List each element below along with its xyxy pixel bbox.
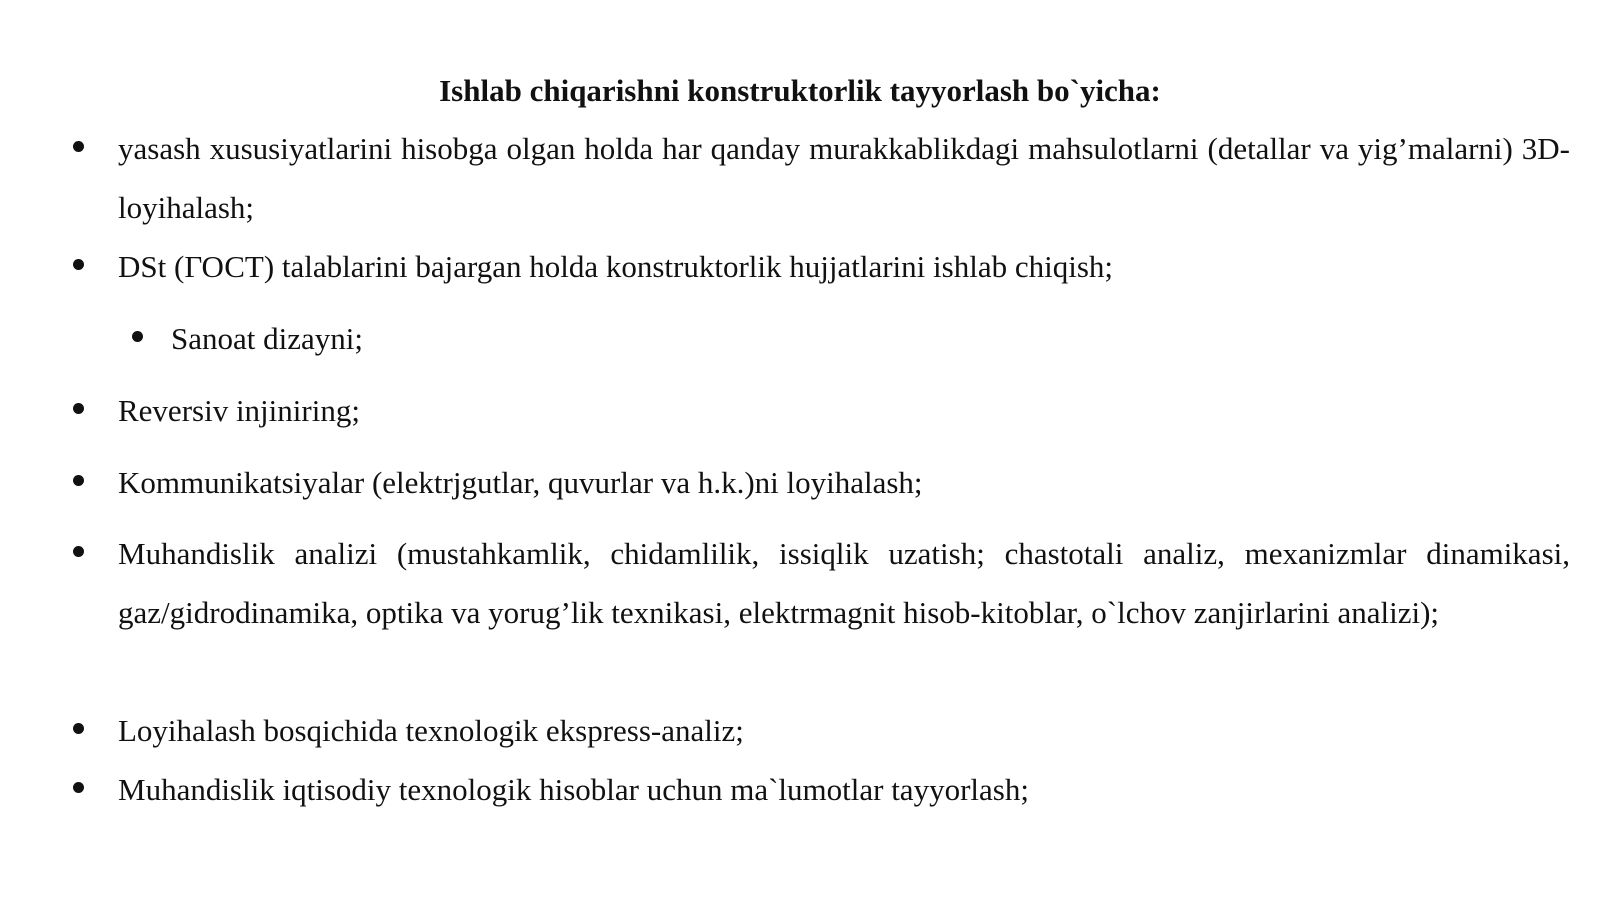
bullet-text: Reversiv injiniring; [118, 393, 360, 428]
bullet-icon [73, 403, 84, 414]
bullet-icon [73, 475, 84, 486]
bullet-icon [73, 259, 84, 270]
bullet-item-economic-data [118, 760, 1570, 819]
slide-title: Ishlab chiqarishni konstruktorlik tayyorlash bo`yicha: [439, 73, 1161, 108]
bullet-item-reverse-engineering [118, 381, 1570, 440]
bullet-text: yasash xususiyatlarini hisobga olgan holda har qanday murakkablikdagi mahsulotlarni (detallar va yig’malarni) 3D-loyihalash; [118, 131, 1570, 225]
bullet-text: DSt (ГОСТ) talablarini bajargan holda konstruktorlik hujjatlarini ishlab chiqish; [118, 249, 1113, 284]
bullet-text: Muhandislik analizi (mustahkamlik, chidamlilik, issiqlik uzatish; chastotali analiz, mexanizmlar dinamikasi, gaz/gidrodinamika, optika va yorug’lik texnikasi, elektrmagnit hisob-kitoblar, o`lchov zanjirlarini analizi); [118, 536, 1570, 630]
bullet-icon [73, 782, 84, 793]
bullet-item-engineering-analysis [118, 524, 1570, 642]
bullet-icon [73, 723, 84, 734]
bullet-text: Loyihalash bosqichida texnologik ekspress-analiz; [118, 713, 744, 748]
bullet-text: Muhandislik iqtisodiy texnologik hisoblar uchun ma`lumotlar tayyorlash; [118, 772, 1029, 807]
bullet-icon [132, 331, 143, 342]
bullet-text: Kommunikatsiyalar (elektrjgutlar, quvurlar va h.k.)ni loyihalash; [118, 465, 923, 500]
bullet-item-express-analysis [118, 701, 1570, 760]
bullet-text: Sanoat dizayni; [171, 321, 363, 356]
bullet-item-documentation [118, 237, 1570, 296]
bullet-icon [73, 141, 84, 152]
bullet-item-communications [118, 453, 1570, 512]
bullet-item-industrial-design [171, 309, 1471, 368]
bullet-icon [73, 546, 84, 557]
bullet-item-3d-design [118, 119, 1570, 237]
